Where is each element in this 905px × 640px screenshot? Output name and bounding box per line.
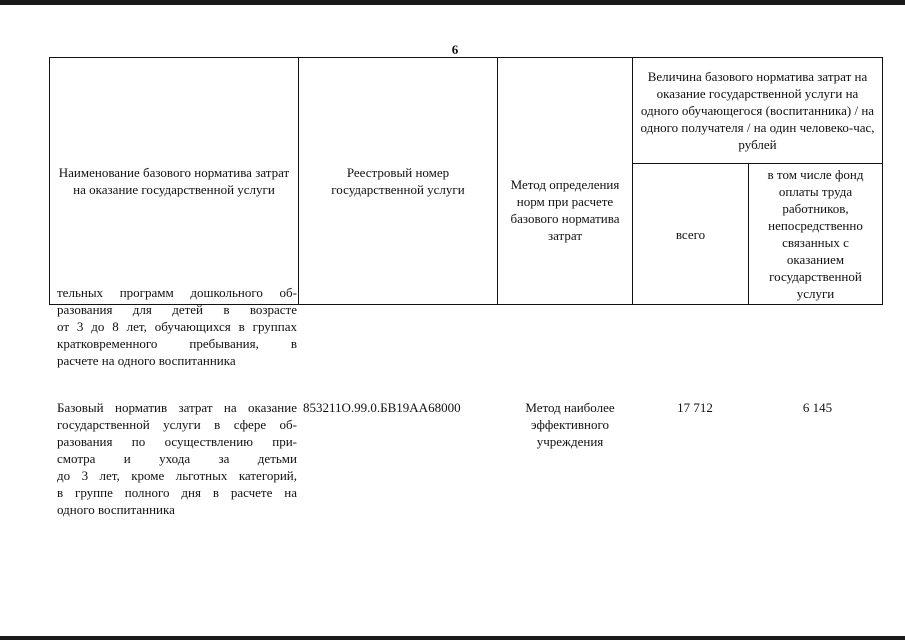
header-name-text: Наименование базового норматива затрат на оказание государственной услуги (58, 165, 290, 197)
row-total-value: 17 712 (677, 400, 713, 415)
header-method-text: Метод определения норм при расчете базового норматива затрат (510, 177, 620, 243)
header-name-cell (50, 58, 299, 305)
continuation-line: от 3 до 8 лет, обучающихся в группах (57, 319, 297, 334)
row-name-line: разования по осуществлению при- (57, 434, 297, 449)
row-name-line: до 3 лет, кроме льготных категорий, (57, 468, 297, 483)
row-registry-number: 853211О.99.0.БВ19АА68000 (303, 400, 461, 415)
row-name-line: государственной услуги в сфере об- (57, 417, 297, 432)
header-value-group-text: Величина базового норматива затрат на оказание государственной услуги на одного обучающегося (воспитанника) / на одного получателя / на один человеко-час, рублей (640, 69, 875, 152)
header-registry-text: Реестровый номер государственной услуги (331, 165, 465, 197)
page-number: 6 (451, 42, 459, 57)
row-name-line: в группе полного дня в расчете на (57, 485, 297, 500)
header-fot-cell (749, 164, 883, 305)
norms-table-header (49, 57, 883, 305)
continuation-line: кратковременного пребывания, в (57, 336, 297, 351)
header-value-group-cell (633, 58, 883, 164)
header-method-cell (498, 58, 633, 305)
continuation-line: разования для детей в возрасте (57, 302, 297, 317)
continuation-line: расчете на одного воспитанника (57, 353, 236, 368)
header-total-cell (633, 164, 749, 305)
scan-bottom-edge (0, 636, 905, 640)
row-method-line: эффективного (531, 417, 609, 432)
continuation-line: тельных программ дошкольного об- (57, 285, 297, 300)
row-fot-value: 6 145 (802, 400, 833, 415)
header-registry-cell (299, 58, 498, 305)
row-name-line: одного воспитанника (57, 502, 175, 517)
scan-top-edge (0, 0, 905, 5)
row-method-line: учреждения (536, 434, 604, 449)
row-name-line: Базовый норматив затрат на оказание (57, 400, 297, 415)
header-fot-text: в том числе фонд оплаты труда работников, непосредственно связанных с оказанием государственной услуги (767, 167, 864, 301)
header-total-text: всего (675, 226, 706, 242)
row-method-line: Метод наиболее (525, 400, 615, 415)
row-name-line: смотра и ухода за детьми (57, 451, 297, 466)
